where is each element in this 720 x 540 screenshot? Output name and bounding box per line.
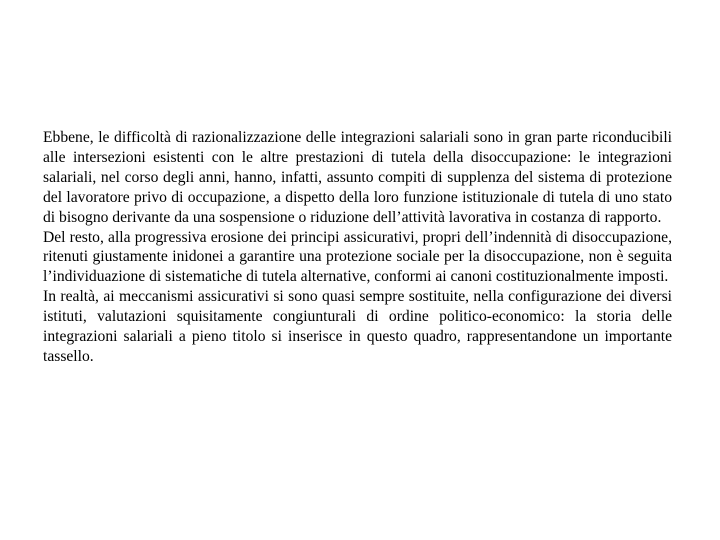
text-block (43, 128, 672, 367)
paragraph-3: In realtà, ai meccanismi assicurativi si sono quasi sempre sostituite, nella configurazione dei diversi istituti, valutazioni squisitamente congiunturali di ordine politico-economico: la storia delle integrazioni salariali a pieno titolo si inserisce in questo quadro, rappresentandone un importante tassello. (43, 288, 672, 365)
paragraph-1: Ebbene, le difficoltà di razionalizzazione delle integrazioni salariali sono in gran parte riconducibili alle intersezioni esistenti con le altre prestazioni di tutela della disoccupazione: le integrazioni salariali, nel corso degli anni, hanno, infatti, assunto compiti di supplenza del sistema di protezione del lavoratore privo di occupazione, a dispetto della loro funzione istituzionale di tutela di uno stato di bisogno derivante da una sospensione o riduzione dell’attività lavorativa in costanza di rapporto. (43, 129, 672, 226)
paragraph-2: Del resto, alla progressiva erosione dei principi assicurativi, propri dell’indennità di disoccupazione, ritenuti giustamente inidonei a garantire una protezione sociale per la disoccupazione, non è seguita l’individuazione di sistematiche di tutela alternative, conformi ai canoni costituzionalmente imposti. (43, 228, 672, 286)
